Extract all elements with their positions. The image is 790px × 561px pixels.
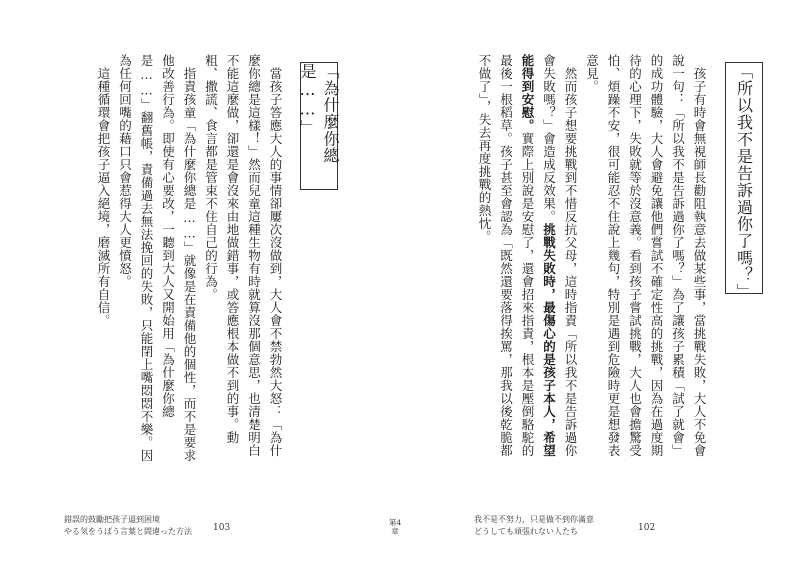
footer-title-zh: 錯誤的鼓勵把孩子逼到困境 bbox=[64, 515, 160, 524]
section-heading: 「為什麼你總是……」 bbox=[298, 63, 340, 164]
footer-title-zh: 我不是不努力，只是做不到你滿意 bbox=[474, 515, 594, 524]
right-body-text bbox=[440, 54, 710, 464]
paragraph: 指責孩童「為什麼你總是……」就像是在責備他的個性，而不是要求他改善行為。即使有心要改，一聽到大人又開始用「為什麼你總是……」翻舊帳，責備過去無法挽回的失敗，只能閉上嘴悶悶不樂。因為任何回嘴的藉口只會惹得大人更憤怒。 bbox=[117, 54, 197, 462]
page-number: 103 bbox=[213, 523, 231, 533]
paragraph-text: 然而孩子想要挑戰到不惜反抗父母，這時指責「所以我不是告訴過你會失敗嗎？」會造成反效果。 bbox=[541, 54, 578, 457]
footer-title-ja: やる気をうばう言葉と間違った方法 bbox=[64, 527, 192, 536]
running-footer bbox=[474, 514, 614, 538]
section-heading: 「所以我不是告訴過你了嗎？」 bbox=[734, 63, 754, 301]
chapter-line: 第4 bbox=[388, 518, 402, 527]
paragraph: 當孩子答應大人的事情卻屢次沒做到，大人會不禁勃然大怒：「為什麼你總是這樣！」然而兒童這種生物有時就算沒那個意思，也清楚明白不能這麼做，卻還是會沒來由地做錯事，或答應根本做不到的事。動粗、撒謊、食言都是管束不住自己的行為。 bbox=[203, 54, 283, 457]
chapter-mark bbox=[377, 518, 413, 536]
emphasis-text: 挑戰失敗時，最傷心的是孩子本人，希望能得到安慰。 bbox=[520, 54, 557, 457]
paragraph: 孩子有時會無視師長勸阻執意去做某些事，當挑戰失敗，大人不免會說一句：「所以我不是告訴過你了嗎？」為了讓孩子累積「試了就會」的成功體驗，大人會避免讓他們嘗試不確定性高的挑戰，因為在過度期待的心理下，失敗就等於沒意義。看到孩子嘗試挑戰，大人也會擔驚受怕、煩躁不安，很可能忍不住說上幾句，特別是遇到危險時更是想發表意見。 bbox=[584, 54, 707, 457]
running-footer bbox=[64, 514, 204, 538]
paragraph-text: 實際上別說是安慰了，還會招來指責，根本是壓倒駱駝的最後一根稻草。孩子甚至會認為「既然還要落得挨罵，那我以後乾脆都不做了」，失去再度挑戰的熱忱。 bbox=[477, 54, 535, 457]
left-body-text bbox=[46, 54, 286, 464]
paragraph: 這種循環會把孩子逼入絕境，磨滅所有自信。 bbox=[96, 66, 111, 327]
section-heading-box bbox=[725, 62, 763, 301]
paragraph bbox=[474, 54, 582, 464]
page-number: 102 bbox=[638, 523, 656, 533]
section-heading-box bbox=[300, 62, 338, 190]
chapter-line: 章 bbox=[391, 527, 399, 536]
footer-title-ja: どうしても頑張れない人たち bbox=[474, 527, 578, 536]
